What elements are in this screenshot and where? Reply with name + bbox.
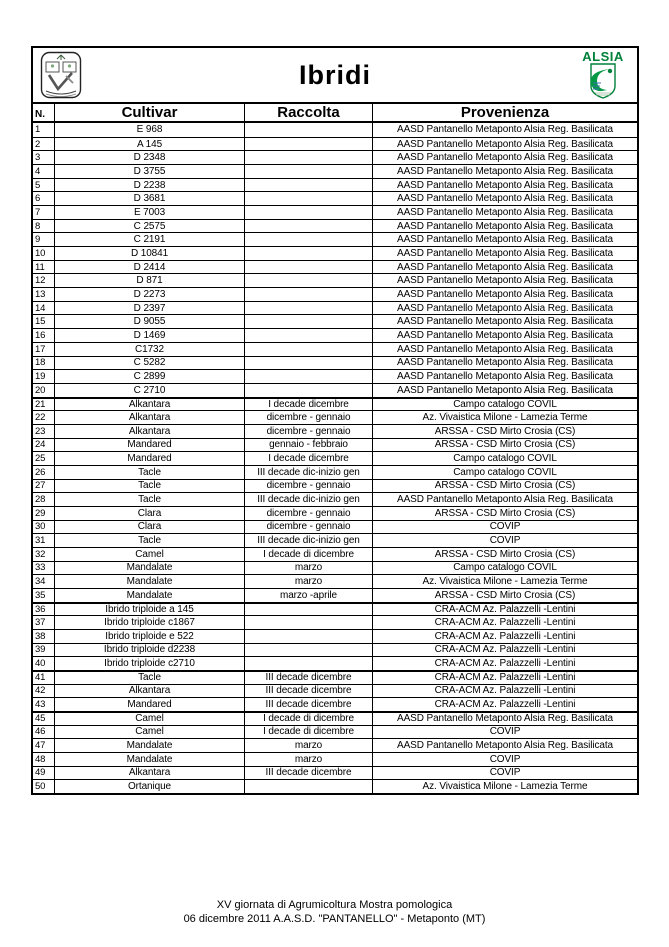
raccolta-cell: III decade dicembre <box>245 685 373 698</box>
provenienza-cell: AASD Pantanello Metaponto Alsia Reg. Basilicata <box>397 343 613 355</box>
row-number-cell: 26 <box>33 466 55 479</box>
cultivar-cell: D 10841 <box>55 247 245 260</box>
raccolta-cell: marzo <box>245 575 373 588</box>
row-number-cell: 24 <box>33 439 55 452</box>
row-number-cell: 19 <box>33 370 55 383</box>
provenienza-cell: AASD Pantanello Metaponto Alsia Reg. Basilicata <box>397 179 613 191</box>
row-number-cell: 7 <box>33 206 55 219</box>
cultivar-cell: Mandalate <box>55 562 245 575</box>
cultivar-cell: Mandalate <box>55 589 245 602</box>
raccolta-cell <box>245 247 373 260</box>
cultivar-cell: A 145 <box>55 138 245 151</box>
cultivar-cell: Ortanique <box>55 780 245 793</box>
cultivar-cell: Ibrido triploide c1867 <box>55 616 245 629</box>
row-number-cell: 13 <box>33 288 55 301</box>
raccolta-cell <box>245 302 373 315</box>
provenienza-cell: Campo catalogo COVIL <box>453 398 557 410</box>
raccolta-cell <box>245 780 373 793</box>
cultivar-cell: Ibrido triploide e 522 <box>55 630 245 643</box>
raccolta-cell <box>245 288 373 301</box>
raccolta-cell <box>245 192 373 205</box>
column-header-n: N. <box>33 104 55 121</box>
table-row <box>33 533 637 547</box>
provenienza-cell: AASD Pantanello Metaponto Alsia Reg. Basilicata <box>397 275 613 287</box>
table-row <box>33 314 637 328</box>
table-row <box>33 684 637 698</box>
provenienza-cell: AASD Pantanello Metaponto Alsia Reg. Basilicata <box>397 302 613 314</box>
table-row <box>33 766 637 780</box>
column-header-raccolta: Raccolta <box>245 104 373 121</box>
row-number-cell: 36 <box>33 604 55 616</box>
provenienza-cell: COVIP <box>489 767 521 779</box>
provenienza-cell: Campo catalogo COVIL <box>453 562 557 574</box>
alsia-emblem-icon <box>583 63 623 99</box>
provenienza-cell: COVIP <box>489 726 521 738</box>
provenienza-cell: CRA-ACM Az. Palazzelli -Lentini <box>434 617 576 629</box>
provenienza-cell: AASD Pantanello Metaponto Alsia Reg. Basilicata <box>397 220 613 232</box>
cultivar-cell: Mandared <box>55 452 245 465</box>
raccolta-cell <box>245 261 373 274</box>
row-number-cell: 5 <box>33 179 55 192</box>
table-row <box>33 465 637 479</box>
table-header-row <box>33 102 637 123</box>
row-number-cell: 50 <box>33 780 55 793</box>
row-number-cell: 21 <box>33 399 55 411</box>
row-number-cell: 34 <box>33 575 55 588</box>
row-number-cell: 10 <box>33 247 55 260</box>
table-row <box>33 725 637 739</box>
row-number-cell: 15 <box>33 315 55 328</box>
cultivar-cell: D 871 <box>55 274 245 287</box>
provenienza-cell: AASD Pantanello Metaponto Alsia Reg. Basilicata <box>397 357 613 369</box>
row-number-cell: 30 <box>33 521 55 534</box>
provenienza-cell: AASD Pantanello Metaponto Alsia Reg. Basilicata <box>397 371 613 382</box>
cultivar-cell: D 2348 <box>55 151 245 164</box>
row-number-cell: 4 <box>33 165 55 178</box>
raccolta-cell <box>245 315 373 328</box>
provenienza-cell: Az. Vivaistica Milone - Lamezia Terme <box>422 781 588 793</box>
provenienza-cell: AASD Pantanello Metaponto Alsia Reg. Basilicata <box>397 384 613 396</box>
row-number-cell: 1 <box>33 123 55 137</box>
raccolta-cell: marzo <box>245 753 373 766</box>
raccolta-cell <box>245 123 373 137</box>
row-number-cell: 39 <box>33 644 55 657</box>
table-row <box>33 356 637 370</box>
provenienza-cell: Az. Vivaistica Milone - Lamezia Terme <box>422 412 588 424</box>
raccolta-cell <box>245 233 373 246</box>
raccolta-cell <box>245 220 373 233</box>
row-number-cell: 14 <box>33 302 55 315</box>
table-row <box>33 397 637 411</box>
raccolta-cell: I decade dicembre <box>245 399 373 411</box>
cultivar-cell: Mandalate <box>55 753 245 766</box>
cultivar-cell: D 9055 <box>55 315 245 328</box>
raccolta-cell: marzo <box>245 562 373 575</box>
cultivar-cell: Alkantara <box>55 685 245 698</box>
raccolta-cell: dicembre - gennaio <box>245 507 373 520</box>
row-number-cell: 38 <box>33 630 55 643</box>
table-row <box>33 137 637 151</box>
cultivar-cell: D 3681 <box>55 192 245 205</box>
row-number-cell: 3 <box>33 151 55 164</box>
table-row <box>33 150 637 164</box>
table-row <box>33 520 637 534</box>
table-row <box>33 492 637 506</box>
raccolta-cell <box>245 384 373 397</box>
raccolta-cell: III decade dicembre <box>245 767 373 780</box>
row-number-cell: 40 <box>33 657 55 670</box>
cultivar-cell: Clara <box>55 507 245 520</box>
provenienza-cell: CRA-ACM Az. Palazzelli -Lentini <box>434 685 576 697</box>
table-row <box>33 342 637 356</box>
row-number-cell: 31 <box>33 534 55 547</box>
table-row <box>33 219 637 233</box>
table-row <box>33 588 637 602</box>
alsia-logo <box>575 50 631 104</box>
cultivar-cell: Alkantara <box>55 767 245 780</box>
row-number-cell: 9 <box>33 233 55 246</box>
table-row <box>33 643 637 657</box>
cultivar-cell: Camel <box>55 713 245 725</box>
page-footer <box>0 899 669 926</box>
raccolta-cell: III decade dicembre <box>245 698 373 711</box>
table-row <box>33 451 637 465</box>
raccolta-cell: marzo -aprile <box>245 589 373 602</box>
table-row <box>33 328 637 342</box>
alsia-logo-text: ALSIA <box>582 49 624 64</box>
row-number-cell: 43 <box>33 698 55 711</box>
raccolta-cell: III decade dic-inizio gen <box>245 534 373 547</box>
cultivar-cell: Mandalate <box>55 575 245 588</box>
raccolta-cell: dicembre - gennaio <box>245 480 373 493</box>
row-number-cell: 16 <box>33 329 55 342</box>
table-row <box>33 424 637 438</box>
provenienza-cell: CRA-ACM Az. Palazzelli -Lentini <box>434 699 576 711</box>
provenienza-cell: AASD Pantanello Metaponto Alsia Reg. Basilicata <box>397 329 613 341</box>
raccolta-cell <box>245 604 373 616</box>
table-row <box>33 438 637 452</box>
cultivar-cell: C 5282 <box>55 357 245 370</box>
raccolta-cell <box>245 616 373 629</box>
provenienza-cell: AASD Pantanello Metaponto Alsia Reg. Basilicata <box>397 740 613 752</box>
cultivar-cell: D 3755 <box>55 165 245 178</box>
cultivar-cell: C 2575 <box>55 220 245 233</box>
provenienza-cell: CRA-ACM Az. Palazzelli -Lentini <box>434 630 576 642</box>
raccolta-cell: dicembre - gennaio <box>245 411 373 424</box>
table-row <box>33 752 637 766</box>
row-number-cell: 11 <box>33 261 55 274</box>
table-row <box>33 602 637 616</box>
row-number-cell: 32 <box>33 548 55 561</box>
provenienza-cell: AASD Pantanello Metaponto Alsia Reg. Basilicata <box>397 124 613 136</box>
raccolta-cell <box>245 357 373 370</box>
provenienza-cell: AASD Pantanello Metaponto Alsia Reg. Basilicata <box>397 206 613 218</box>
table-row <box>33 164 637 178</box>
provenienza-cell: AASD Pantanello Metaponto Alsia Reg. Basilicata <box>397 713 613 725</box>
provenienza-cell: AASD Pantanello Metaponto Alsia Reg. Basilicata <box>397 247 613 259</box>
row-number-cell: 8 <box>33 220 55 233</box>
cultivar-cell: C 2191 <box>55 233 245 246</box>
cultivar-cell: Ibrido triploide d2238 <box>55 644 245 657</box>
raccolta-cell <box>245 370 373 383</box>
provenienza-cell: ARSSA - CSD Mirto Crosia (CS) <box>434 480 576 492</box>
provenienza-cell: AASD Pantanello Metaponto Alsia Reg. Basilicata <box>397 288 613 300</box>
raccolta-cell <box>245 630 373 643</box>
row-number-cell: 47 <box>33 739 55 752</box>
provenienza-cell: ARSSA - CSD Mirto Crosia (CS) <box>434 507 576 519</box>
row-number-cell: 20 <box>33 384 55 397</box>
table-row <box>33 410 637 424</box>
cultivar-cell: Camel <box>55 548 245 561</box>
table-row <box>33 287 637 301</box>
column-header-provenienza: Provenienza <box>460 104 550 122</box>
table-row <box>33 232 637 246</box>
row-number-cell: 37 <box>33 616 55 629</box>
provenienza-cell: COVIP <box>489 521 521 533</box>
table-row <box>33 670 637 684</box>
table-row <box>33 656 637 670</box>
row-number-cell: 18 <box>33 357 55 370</box>
provenienza-cell: CRA-ACM Az. Palazzelli -Lentini <box>434 658 576 670</box>
row-number-cell: 25 <box>33 452 55 465</box>
raccolta-cell <box>245 329 373 342</box>
table-row <box>33 738 637 752</box>
cultivar-cell: Alkantara <box>55 411 245 424</box>
raccolta-cell: I decade dicembre <box>245 452 373 465</box>
table-row <box>33 697 637 711</box>
table-row <box>33 301 637 315</box>
cultivar-cell: E 968 <box>55 123 245 137</box>
table-row <box>33 178 637 192</box>
raccolta-cell <box>245 206 373 219</box>
cultivar-cell: Mandared <box>55 698 245 711</box>
provenienza-cell: CRA-ACM Az. Palazzelli -Lentini <box>434 644 576 656</box>
provenienza-cell: ARSSA - CSD Mirto Crosia (CS) <box>434 548 576 560</box>
raccolta-cell: III decade dicembre <box>245 672 373 684</box>
provenienza-cell: AASD Pantanello Metaponto Alsia Reg. Basilicata <box>397 152 613 164</box>
raccolta-cell <box>245 165 373 178</box>
raccolta-cell <box>245 657 373 670</box>
row-number-cell: 35 <box>33 589 55 602</box>
provenienza-cell: COVIP <box>489 535 521 547</box>
provenienza-cell: CRA-ACM Az. Palazzelli -Lentini <box>434 672 576 684</box>
table-row <box>33 246 637 260</box>
cultivar-cell: Clara <box>55 521 245 534</box>
raccolta-cell: I decade di dicembre <box>245 548 373 561</box>
cultivar-cell: C 2899 <box>55 370 245 383</box>
raccolta-cell <box>245 644 373 657</box>
footer-line-2: 06 dicembre 2011 A.A.S.D. "PANTANELLO" - Metaponto (MT) <box>183 912 486 925</box>
row-number-cell: 46 <box>33 726 55 739</box>
provenienza-cell: AASD Pantanello Metaponto Alsia Reg. Basilicata <box>397 261 613 273</box>
row-number-cell: 23 <box>33 425 55 438</box>
table-row <box>33 479 637 493</box>
table-row <box>33 123 637 137</box>
table-row <box>33 547 637 561</box>
provenienza-cell: Campo catalogo COVIL <box>453 466 557 478</box>
row-number-cell: 17 <box>33 343 55 356</box>
cultivar-cell: E 7003 <box>55 206 245 219</box>
provenienza-cell: AASD Pantanello Metaponto Alsia Reg. Basilicata <box>397 234 613 246</box>
provenienza-cell: Campo catalogo COVIL <box>453 453 557 465</box>
provenienza-cell: ARSSA - CSD Mirto Crosia (CS) <box>434 425 576 437</box>
provenienza-cell: Az. Vivaistica Milone - Lamezia Terme <box>422 576 588 588</box>
raccolta-cell: gennaio - febbraio <box>245 439 373 452</box>
table-row <box>33 369 637 383</box>
document-sheet <box>31 46 639 795</box>
table-row <box>33 561 637 575</box>
table-row <box>33 506 637 520</box>
provenienza-cell: ARSSA - CSD Mirto Crosia (CS) <box>434 439 576 451</box>
provenienza-cell: AASD Pantanello Metaponto Alsia Reg. Basilicata <box>397 494 613 506</box>
provenienza-cell: AASD Pantanello Metaponto Alsia Reg. Basilicata <box>397 193 613 205</box>
row-number-cell: 33 <box>33 562 55 575</box>
table-row <box>33 205 637 219</box>
row-number-cell: 12 <box>33 274 55 287</box>
cultivar-cell: D 1469 <box>55 329 245 342</box>
row-number-cell: 45 <box>33 713 55 725</box>
raccolta-cell: I decade di dicembre <box>245 713 373 725</box>
cultivar-cell: Ibrido triploide a 145 <box>55 604 245 616</box>
cultivar-cell: D 2273 <box>55 288 245 301</box>
cultivar-cell: Mandalate <box>55 739 245 752</box>
cultivar-cell: Camel <box>55 726 245 739</box>
row-number-cell: 49 <box>33 767 55 780</box>
cultivar-cell: C1732 <box>55 343 245 356</box>
cultivar-cell: D 2397 <box>55 302 245 315</box>
row-number-cell: 22 <box>33 411 55 424</box>
raccolta-cell: dicembre - gennaio <box>245 521 373 534</box>
table-row <box>33 779 637 793</box>
raccolta-cell: III decade dic-inizio gen <box>245 493 373 506</box>
column-header-cultivar: Cultivar <box>55 104 245 121</box>
raccolta-cell: dicembre - gennaio <box>245 425 373 438</box>
cultivar-cell: Alkantara <box>55 399 245 411</box>
page-title: Ibridi <box>299 59 371 90</box>
provenienza-cell: CRA-ACM Az. Palazzelli -Lentini <box>434 603 576 615</box>
provenienza-cell: AASD Pantanello Metaponto Alsia Reg. Basilicata <box>397 165 613 177</box>
cultivar-cell: Alkantara <box>55 425 245 438</box>
provenienza-cell: ARSSA - CSD Mirto Crosia (CS) <box>434 589 576 601</box>
row-number-cell: 41 <box>33 672 55 684</box>
provenienza-cell: AASD Pantanello Metaponto Alsia Reg. Basilicata <box>397 138 613 150</box>
footer-line-1: XV giornata di Agrumicoltura Mostra pomologica <box>216 899 453 911</box>
table-body <box>33 123 637 793</box>
provenienza-cell: COVIP <box>489 753 521 765</box>
cultivar-cell: C 2710 <box>55 384 245 397</box>
row-number-cell: 29 <box>33 507 55 520</box>
row-number-cell: 6 <box>33 192 55 205</box>
cultivar-cell: Mandared <box>55 439 245 452</box>
table-row <box>33 711 637 725</box>
cultivar-cell: D 2238 <box>55 179 245 192</box>
cultivar-cell: Ibrido triploide c2710 <box>55 657 245 670</box>
row-number-cell: 2 <box>33 138 55 151</box>
table-row <box>33 383 637 397</box>
row-number-cell: 28 <box>33 493 55 506</box>
table-row <box>33 615 637 629</box>
row-number-cell: 42 <box>33 685 55 698</box>
cultivar-cell: Tacle <box>55 534 245 547</box>
table-row <box>33 574 637 588</box>
raccolta-cell <box>245 343 373 356</box>
table-row <box>33 191 637 205</box>
raccolta-cell: I decade di dicembre <box>245 726 373 739</box>
raccolta-cell <box>245 151 373 164</box>
raccolta-cell <box>245 179 373 192</box>
raccolta-cell: III decade dic-inizio gen <box>245 466 373 479</box>
cultivar-cell: Tacle <box>55 493 245 506</box>
table-row <box>33 260 637 274</box>
table-row <box>33 629 637 643</box>
row-number-cell: 27 <box>33 480 55 493</box>
raccolta-cell: marzo <box>245 739 373 752</box>
cultivar-cell: Tacle <box>55 466 245 479</box>
raccolta-cell <box>245 274 373 287</box>
cultivar-cell: Tacle <box>55 480 245 493</box>
header-band <box>33 48 637 102</box>
table-row <box>33 273 637 287</box>
raccolta-cell <box>245 138 373 151</box>
row-number-cell: 48 <box>33 753 55 766</box>
cultivar-cell: D 2414 <box>55 261 245 274</box>
provenienza-cell: AASD Pantanello Metaponto Alsia Reg. Basilicata <box>397 316 613 328</box>
cultivar-cell: Tacle <box>55 672 245 684</box>
